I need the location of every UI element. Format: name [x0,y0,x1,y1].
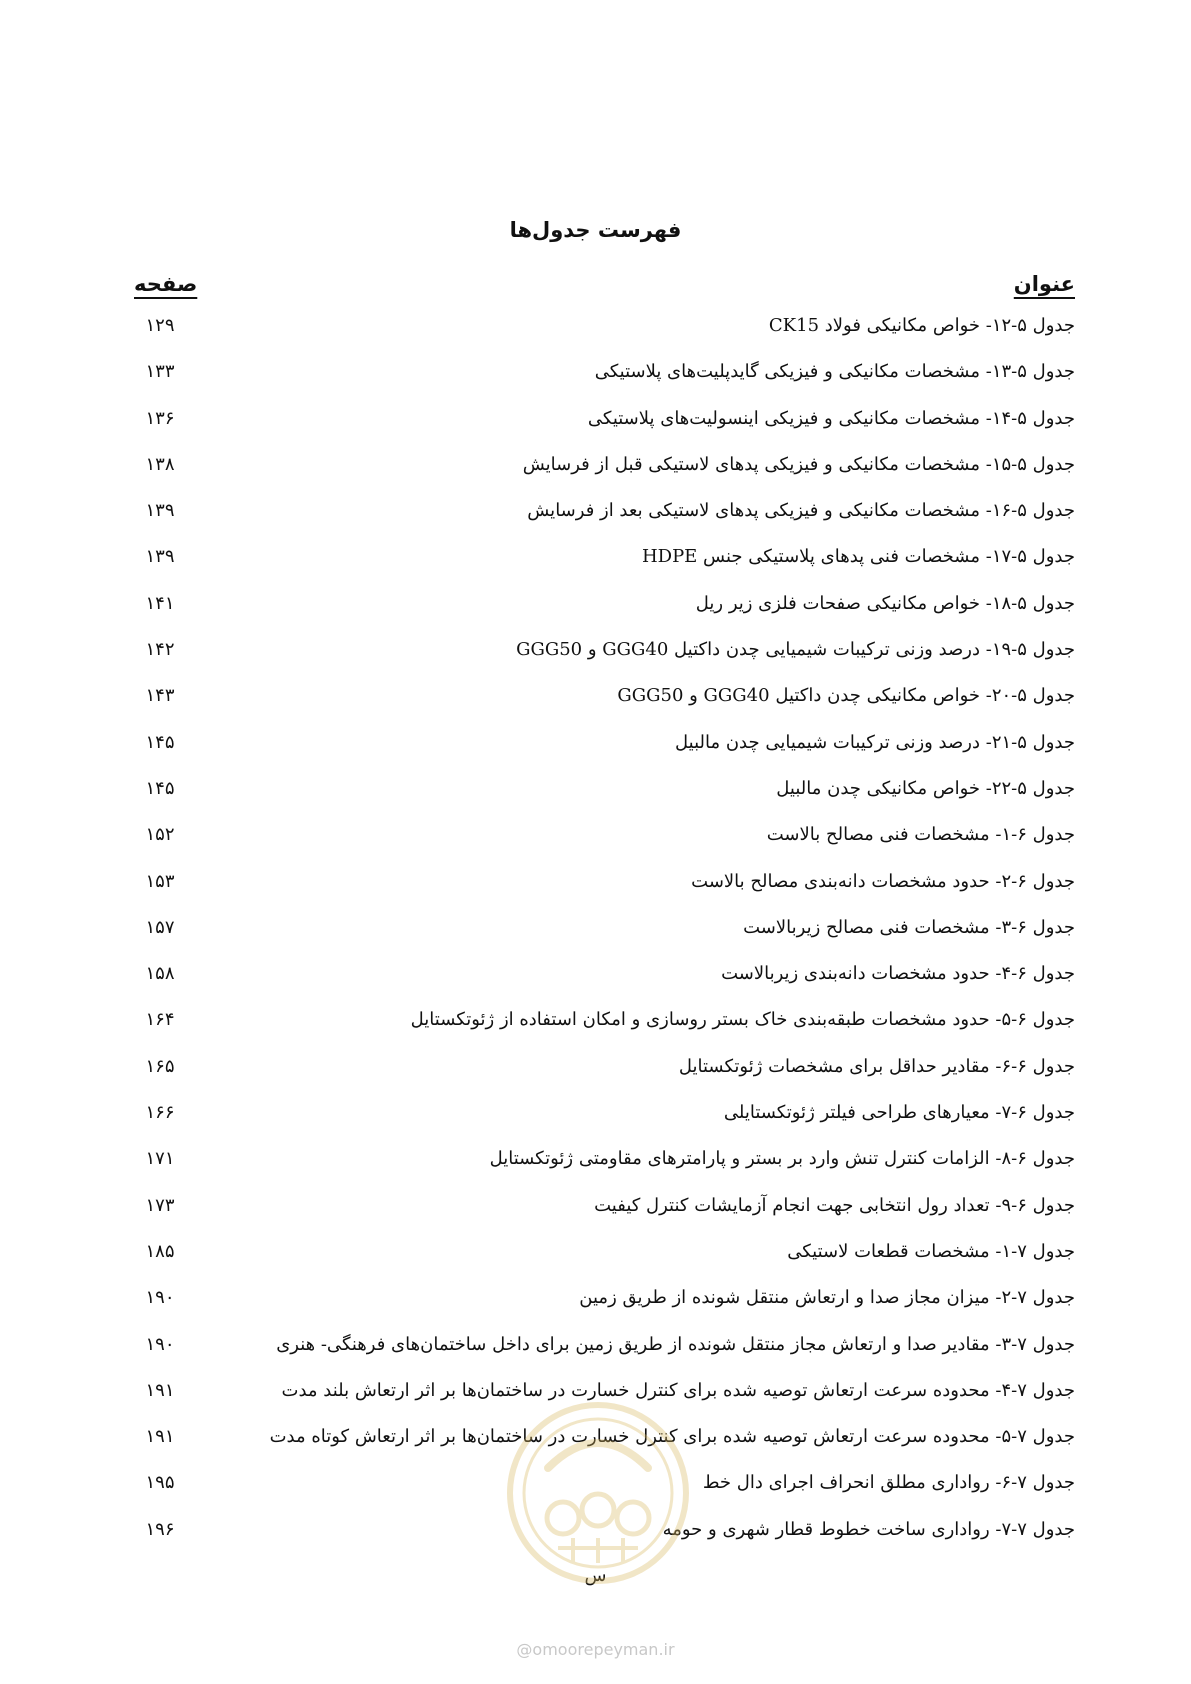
toc-entry-title: جدول ۵-۱۷- مشخصات فنی پدهای پلاستیکی جنس HDPE [641,546,1075,568]
toc-entry-title: جدول ۶-۷- معیارهای طراحی فیلتر ژئوتکستایلی [723,1102,1075,1124]
toc-entry [0,1100,1191,1146]
toc-entry [0,683,1191,729]
toc-entry-page: ۱۶۶ [145,1102,175,1124]
toc-entry-title: جدول ۶-۶- مقادیر حداقل برای مشخصات ژئوتکستایل [678,1055,1075,1077]
toc-entry [0,544,1191,590]
toc-entry [0,1332,1191,1378]
toc-entry-page: ۱۹۱ [145,1379,175,1401]
toc-entry-page: ۱۶۴ [145,1009,175,1031]
toc-entry-title: جدول ۷-۱- مشخصات قطعات لاستیکی [787,1240,1075,1262]
toc-entry [0,1054,1191,1100]
toc-entry [0,591,1191,637]
toc-entry-title: جدول ۷-۲- میزان مجاز صدا و ارتعاش منتقل شونده از طریق زمین [579,1287,1075,1309]
toc-entry-page: ۱۹۶ [145,1518,175,1540]
watermark-seal-icon [503,1398,693,1588]
toc-entry-page: ۱۹۰ [145,1333,175,1355]
toc-entry [0,498,1191,544]
toc-entry-title: جدول ۵-۱۶- مشخصات مکانیکی و فیزیکی پدهای لاستیکی بعد از فرسایش [527,500,1075,522]
toc-entry-page: ۱۵۲ [145,824,175,846]
toc-entry [0,915,1191,961]
toc-entry-title: جدول ۵-۲۰- خواص مکانیکی چدن داکتیل GGG40 و GGG50 [617,685,1075,707]
toc-entry-title: جدول ۶-۳- مشخصات فنی مصالح زیربالاست [743,916,1075,938]
toc-entry [0,313,1191,359]
toc-entry [0,637,1191,683]
toc-entry [0,1239,1191,1285]
toc-entry-page: ۱۷۳ [145,1194,175,1216]
toc-entry [0,1285,1191,1331]
toc-entry [0,776,1191,822]
toc-entry [0,452,1191,498]
toc-entry-title: جدول ۶-۹- تعداد رول انتخابی جهت انجام آزمایشات کنترل کیفیت [594,1194,1075,1216]
toc-entry-page: ۱۶۵ [145,1055,175,1077]
toc-entry-page: ۱۴۲ [145,639,175,661]
toc-entry-title: جدول ۵-۱۲- خواص مکانیکی فولاد CK15 [768,315,1075,336]
toc-entry-page: ۱۳۸ [145,453,175,475]
toc-entry-page: ۱۴۳ [145,685,175,707]
toc-entry-page: ۱۳۹ [145,546,175,568]
toc-entry [0,730,1191,776]
toc-entry-page: ۱۳۶ [145,407,175,429]
toc-entry [0,1146,1191,1192]
toc-entry [0,359,1191,405]
toc-entry-title: جدول ۵-۲۲- خواص مکانیکی چدن مالبیل [776,777,1075,799]
toc-entry-title: جدول ۵-۱۸- خواص مکانیکی صفحات فلزی زیر ریل [695,592,1075,614]
toc-entry-page: ۱۵۷ [145,916,175,938]
toc-entry-page: ۱۳۹ [145,500,175,522]
toc-entry-title: جدول ۶-۴- حدود مشخصات دانه‌بندی زیربالاست [721,963,1075,985]
toc-entry-title: جدول ۷-۵- محدوده سرعت ارتعاش توصیه شده برای کنترل خسارت در ساختمان‌ها بر اثر ارتعاش کوتاه مدت [269,1426,1075,1448]
toc-entry [0,1007,1191,1053]
toc-entry-page: ۱۷۱ [145,1148,175,1170]
toc-entry-page: ۱۴۱ [145,592,175,614]
toc-entry-title: جدول ۷-۷- رواداری ساخت خطوط قطار شهری و حومه [662,1518,1075,1540]
toc-entry-title: جدول ۶-۸- الزامات کنترل تنش وارد بر بستر و پارامترهای مقاومتی ژئوتکستایل [489,1148,1075,1170]
toc-entry-page: ۱۵۳ [145,870,175,892]
toc-entry-page: ۱۹۰ [145,1287,175,1309]
toc-entry-title: جدول ۶-۲- حدود مشخصات دانه‌بندی مصالح بالاست [691,870,1075,892]
toc-entry-title: جدول ۵-۲۱- درصد وزنی ترکیبات شیمیایی چدن مالبیل [675,731,1075,753]
toc-entry-title: جدول ۷-۴- محدوده سرعت ارتعاش توصیه شده برای کنترل خسارت در ساختمان‌ها بر اثر ارتعاش بلند مدت [281,1379,1075,1401]
toc-entry [0,406,1191,452]
toc-entry-page: ۱۵۸ [145,963,175,985]
toc-entry-page: ۱۹۵ [145,1472,175,1494]
toc-entry-title: جدول ۷-۶- رواداری مطلق انحراف اجرای دال خط [702,1472,1075,1494]
toc-entry-title: جدول ۵-۱۹- درصد وزنی ترکیبات شیمیایی چدن داکتیل GGG40 و GGG50 [516,639,1075,661]
toc-entry [0,822,1191,868]
watermark-handle: @omoorepeyman.ir [516,1640,675,1659]
toc-entry-page: ۱۲۹ [145,315,175,336]
table-of-contents-list [0,313,1191,1563]
page-title: فهرست جدول‌ها [509,218,682,242]
toc-entry-title: جدول ۵-۱۳- مشخصات مکانیکی و فیزیکی گایدپلیت‌های پلاستیکی [594,361,1075,383]
toc-entry-page: ۱۴۵ [145,777,175,799]
toc-entry-title: جدول ۶-۵- حدود مشخصات طبقه‌بندی خاک بستر روسازی و امکان استفاده از ژئوتکستایل [410,1009,1075,1031]
toc-entry [0,1193,1191,1239]
toc-entry-title: جدول ۷-۳- مقادیر صدا و ارتعاش مجاز منتقل شونده از طریق زمین برای داخل ساختمان‌های فرهنگی- هنری [276,1333,1075,1355]
toc-entry-title: جدول ۵-۱۴- مشخصات مکانیکی و فیزیکی اینسولیت‌های پلاستیکی [587,407,1075,429]
toc-entry-title: جدول ۵-۱۵- مشخصات مکانیکی و فیزیکی پدهای لاستیکی قبل از فرسایش [522,453,1075,475]
toc-entry [0,869,1191,915]
toc-entry-page: ۱۸۵ [145,1240,175,1262]
column-heading-page: صفحه [134,272,198,296]
toc-entry-title: جدول ۶-۱- مشخصات فنی مصالح بالاست [766,824,1075,846]
page-number: س [584,1565,607,1586]
toc-entry-page: ۱۹۱ [145,1426,175,1448]
toc-entry [0,961,1191,1007]
toc-entry-page: ۱۴۵ [145,731,175,753]
column-heading-title: عنوان [1013,272,1075,296]
toc-entry-page: ۱۳۳ [145,361,175,383]
